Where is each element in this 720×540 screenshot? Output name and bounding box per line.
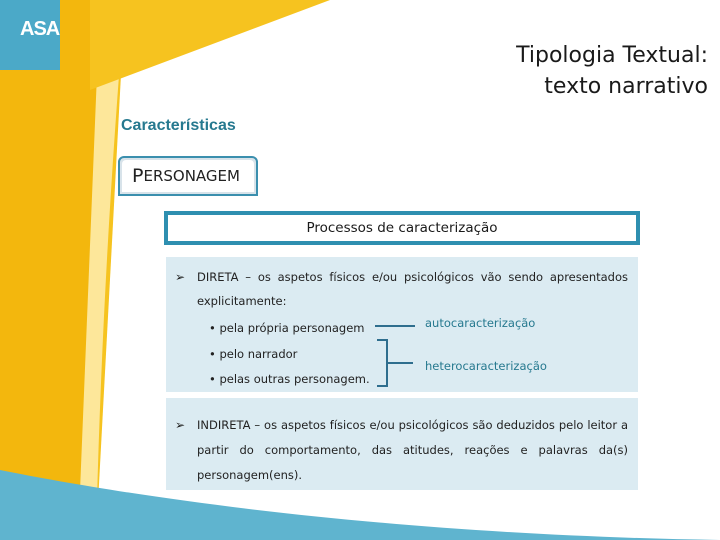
processos-label: Processos de caracterização <box>306 220 498 236</box>
personagem-tab-initial: P <box>132 165 144 187</box>
arrow-bullet-icon: ➢ <box>175 270 186 284</box>
personagem-tab <box>118 156 258 196</box>
direta-line-1: DIRETA – os aspetos físicos e/ou psicológicos vão sendo apresentados <box>197 270 628 284</box>
indireta-line-2: partir do comportamento, das atitudes, reações e palavras da(s) <box>197 443 628 457</box>
list-item: • pelo narrador <box>209 347 298 361</box>
personagem-tab-rest: ERSONAGEM <box>143 167 240 185</box>
list-item: • pelas outras personagem. <box>209 372 370 386</box>
logo: ASA <box>20 18 60 40</box>
list-item: • pela própria personagem <box>209 321 365 335</box>
page-title-line-2: texto narrativo <box>544 74 708 99</box>
indireta-line-3: personagem(ens). <box>197 468 303 482</box>
bracket-icon <box>375 338 415 388</box>
term-heterocaracterizacao: heterocaracterização <box>425 359 547 373</box>
term-autocaracterizacao: autocaracterização <box>425 316 536 330</box>
personagem-tab-label <box>122 160 254 192</box>
page-title <box>516 40 708 102</box>
yellow-top-wedge <box>90 0 330 90</box>
arrow-bullet-icon: ➢ <box>175 418 186 432</box>
indireta-line-1: INDIRETA – os aspetos físicos e/ou psicológicos são deduzidos pelo leitor a <box>197 418 628 432</box>
processos-box <box>164 211 640 245</box>
direta-line-2: explicitamente: <box>197 294 287 308</box>
section-heading: Características <box>121 117 236 134</box>
page-title-line-1: Tipologia Textual: <box>516 43 708 68</box>
connector-line-auto <box>375 325 415 327</box>
